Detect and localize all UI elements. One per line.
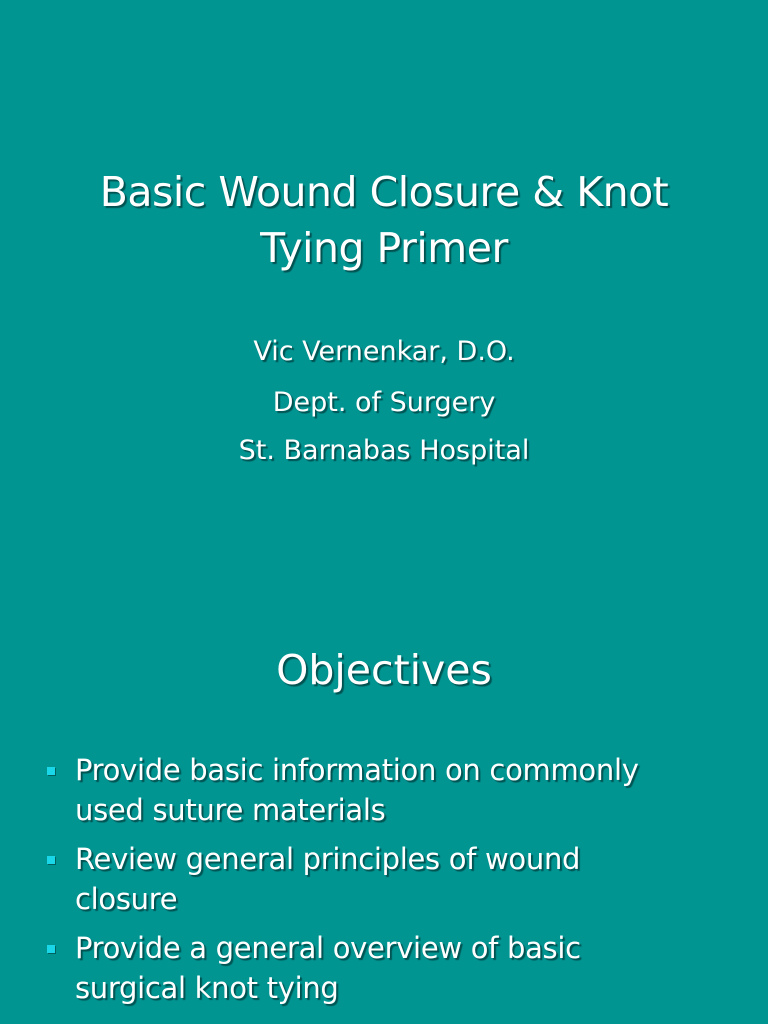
objectives-title: Objectives xyxy=(276,646,492,694)
bullet-1-line-2: used suture materials xyxy=(75,793,386,827)
bullet-1-line-1: Provide basic information on commonly xyxy=(75,753,639,787)
objectives-slide xyxy=(0,560,768,1024)
square-bullet-icon xyxy=(47,945,55,953)
bullet-2-line-2: closure xyxy=(75,882,178,916)
square-bullet-icon xyxy=(47,856,55,864)
slide-title-line-2: Tying Primer xyxy=(260,224,508,272)
author-name: Vic Vernenkar, D.O. xyxy=(253,336,515,367)
slide-title-line-1: Basic Wound Closure & Knot xyxy=(99,168,669,216)
square-bullet-icon xyxy=(47,767,55,775)
department: Dept. of Surgery xyxy=(272,387,496,418)
hospital: St. Barnabas Hospital xyxy=(238,435,530,466)
bullet-3-line-1: Provide a general overview of basic xyxy=(75,931,581,965)
bullet-2-line-1: Review general principles of wound xyxy=(75,842,581,876)
bullet-3-line-2: surgical knot tying xyxy=(75,971,339,1005)
